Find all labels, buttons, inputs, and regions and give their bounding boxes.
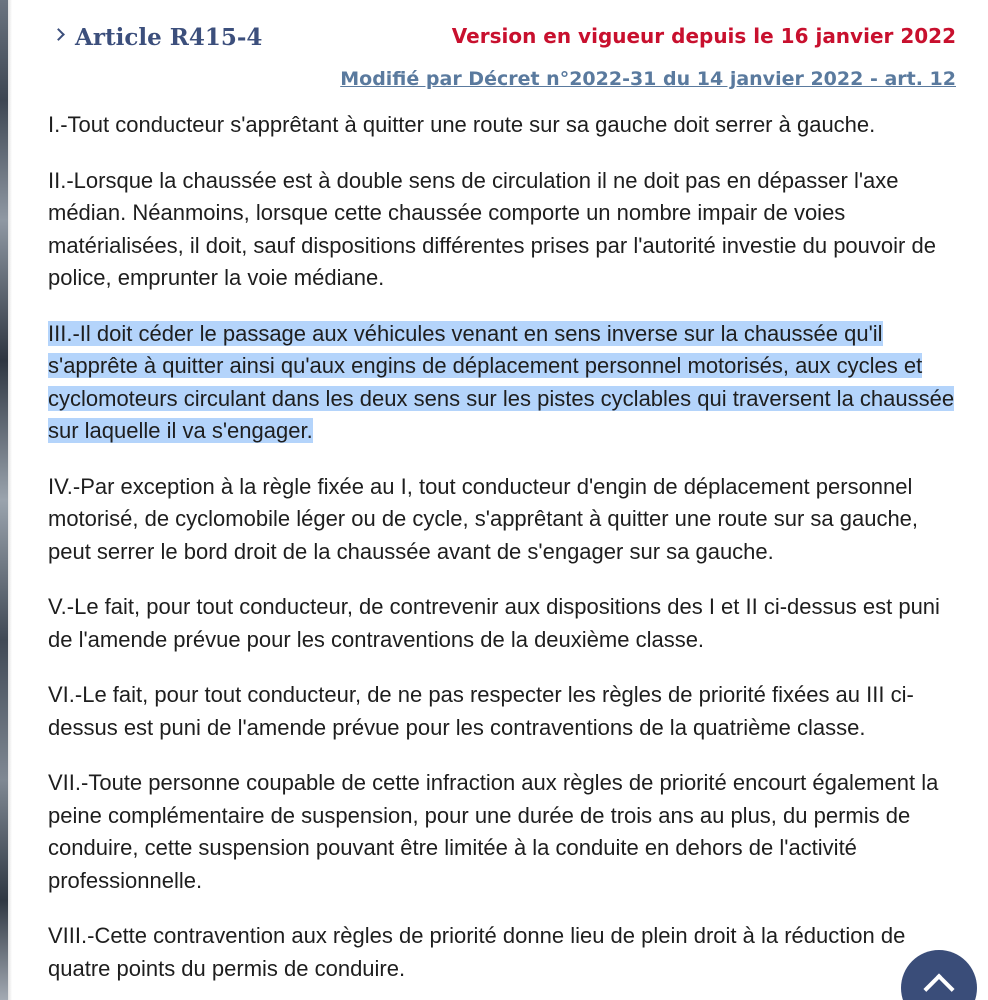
modified-by-decree-link[interactable]: Modifié par Décret n°2022-31 du 14 janvier 2022 - art. 12 (340, 68, 956, 90)
chevron-up-icon (923, 973, 954, 1000)
article-title-text: Article R415-4 (75, 24, 263, 51)
paragraph-vii: VII.-Toute personne coupable de cette infraction aux règles de priorité encourt également la peine complémentaire de suspension, pour une durée de trois ans au plus, du permis de conduire, cette suspension pouvant être limitée à la conduite en dehors de l'activité professionnelle. (48, 770, 939, 893)
article-title[interactable] (54, 24, 262, 51)
article-header (54, 18, 956, 98)
paragraph-vi: VI.-Le fait, pour tout conducteur, de ne pas respecter les règles de priorité fixées au III ci-dessus est puni de l'amende prévue pour les contraventions de la quatrième classe. (48, 682, 914, 740)
paragraph-i: I.-Tout conducteur s'apprêtant à quitter une route sur sa gauche doit serrer à gauche. (48, 112, 876, 137)
panel-shadow (8, 0, 12, 1000)
paragraph-iv: IV.-Par exception à la règle fixée au I, tout conducteur d'engin de déplacement personnel motorisé, de cyclomobile léger ou de cycle, s'apprêtant à quitter une route sur sa gauche, peut serrer le bord droit de la chaussée avant de s'engager sur sa gauche. (48, 473, 919, 564)
paragraph-v: V.-Le fait, pour tout conducteur, de contrevenir aux dispositions des I et II ci-dessus est puni de l'amende prévue pour les contraventions de la deuxième classe. (48, 594, 940, 652)
paragraph-viii: VIII.-Cette contravention aux règles de priorité donne lieu de plein droit à la réduction de quatre points du permis de conduire. (48, 923, 906, 981)
paragraph-iii-selected (48, 318, 960, 448)
background-page-edge (0, 0, 8, 1000)
version-status: Version en vigueur depuis le 16 janvier 2022 (451, 24, 956, 48)
selected-text: III.-Il doit céder le passage aux véhicules venant en sens inverse sur la chaussée qu'il s'apprête à quitter ainsi qu'aux engins de déplacement personnel motorisés, aux cycles et cyclomoteurs circulant dans les deux sens sur les pistes cyclables qui traversent la chaussée sur laquelle il va s'engager. (48, 320, 955, 443)
paragraph-ii: II.-Lorsque la chaussée est à double sens de circulation il ne doit pas en dépasser l'axe médian. Néanmoins, lorsque cette chaussée comporte un nombre impair de voies matérialisées, il doit, sauf dispositions différentes prises par l'autorité investie du pouvoir de police, emprunter la voie médiane. (48, 167, 936, 290)
article-body (48, 109, 960, 1000)
chevron-right-icon (52, 28, 65, 41)
